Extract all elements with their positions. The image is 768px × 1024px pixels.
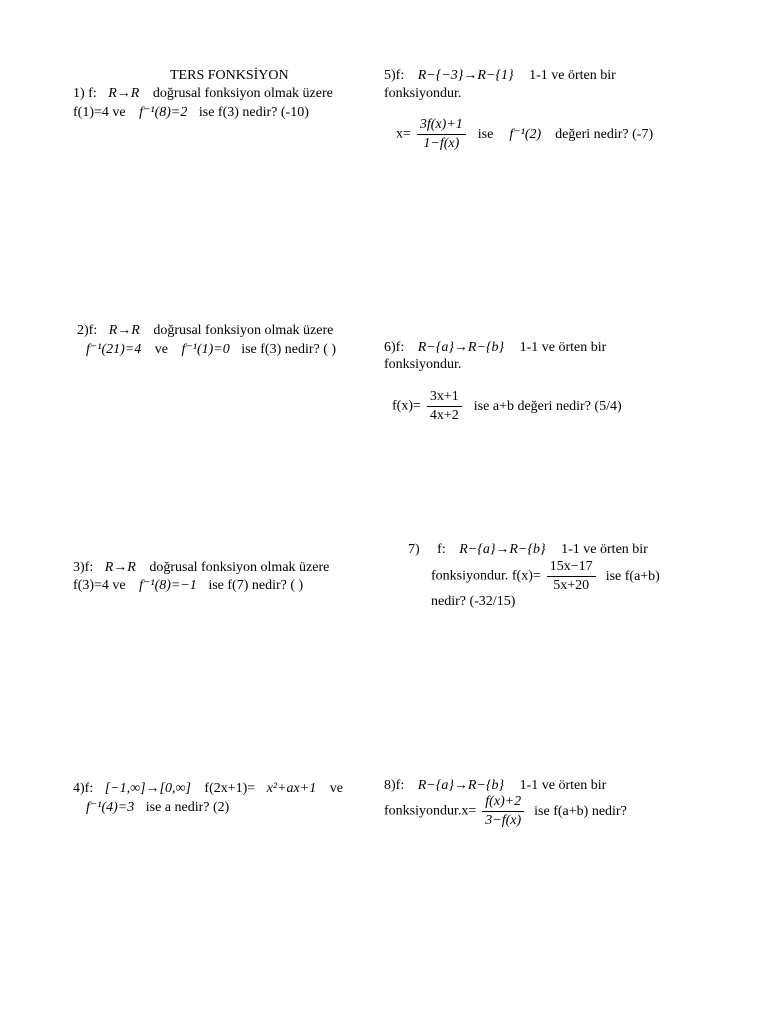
question-4-line-1 xyxy=(73,781,343,797)
q1-prefix: 1) f: xyxy=(73,86,97,101)
q4-given: f(2x+1)= xyxy=(204,781,256,796)
question-3-line-2 xyxy=(73,578,303,594)
q5-question: değeri nedir? (-7) xyxy=(555,126,654,142)
q2-desc: doğrusal fonksiyon olmak üzere xyxy=(153,323,334,338)
q7-question-2: nedir? (-32/15) xyxy=(431,594,516,609)
q5-denominator: 1−f(x) xyxy=(423,136,460,151)
question-8-formula xyxy=(384,794,627,829)
q5-desc-2: fonksiyondur. xyxy=(384,86,462,101)
q7-desc-1: 1-1 ve örten bir xyxy=(561,542,648,557)
q6-fraction xyxy=(427,389,462,424)
q8-desc-2: fonksiyondur.x= xyxy=(384,803,477,819)
q3-question: ise f(7) nedir? ( ) xyxy=(208,578,304,593)
q8-map: R−{a}→R−{b} xyxy=(417,778,505,793)
q5-mid: ise xyxy=(477,126,494,142)
q5-desc-1: 1-1 ve örten bir xyxy=(529,68,616,83)
q3-given: f(3)=4 ve xyxy=(73,578,126,593)
q5-fraction xyxy=(417,117,466,152)
q1-question: ise f(3) nedir? (-10) xyxy=(198,105,309,120)
question-1-line-2 xyxy=(73,105,309,121)
q1-desc: doğrusal fonksiyon olmak üzere xyxy=(152,86,333,101)
q6-numerator: 3x+1 xyxy=(427,389,462,407)
q6-desc-2: fonksiyondur. xyxy=(384,357,462,372)
q8-denominator: 3−f(x) xyxy=(485,813,522,828)
q4-ve: ve xyxy=(329,781,343,796)
q3-inverse: f⁻¹(8)=−1 xyxy=(139,578,197,593)
q4-question: ise a nedir? (2) xyxy=(145,800,230,815)
question-1-line-1 xyxy=(73,86,333,102)
q8-question: ise f(a+b) nedir? xyxy=(534,803,627,819)
q2-prefix: 2)f: xyxy=(77,323,98,338)
q5-prefix: 5)f: xyxy=(384,68,405,83)
q2-question: ise f(3) nedir? ( ) xyxy=(241,342,337,357)
q7-prefix: f: xyxy=(437,542,446,557)
q8-desc-1: 1-1 ve örten bir xyxy=(519,778,607,793)
q8-fraction xyxy=(482,794,524,829)
q6-lhs: f(x)= xyxy=(392,398,421,414)
q6-prefix: 6)f: xyxy=(384,340,405,355)
q2-inverse-2: f⁻¹(1)=0 xyxy=(181,342,230,357)
q5-lhs: x= xyxy=(396,126,411,142)
q2-inverse-1: f⁻¹(21)=4 xyxy=(86,342,142,357)
q7-number: 7) xyxy=(408,542,420,557)
q1-inverse: f⁻¹(8)=2 xyxy=(139,105,188,120)
page-title: TERS FONKSİYON xyxy=(170,68,289,83)
q1-map: R→R xyxy=(108,86,140,101)
q4-prefix: 4)f: xyxy=(73,781,94,796)
question-2-line-2 xyxy=(86,342,336,358)
question-5-line-1 xyxy=(384,68,616,84)
q4-inverse: f⁻¹(4)=3 xyxy=(86,800,135,815)
q4-expression: x²+ax+1 xyxy=(266,781,317,796)
q8-numerator: f(x)+2 xyxy=(482,794,524,812)
q7-desc-2: fonksiyondur. f(x)= xyxy=(431,568,541,584)
q6-denominator: 4x+2 xyxy=(429,408,459,423)
q7-numerator: 15x−17 xyxy=(547,559,596,577)
question-7-formula xyxy=(431,559,660,594)
q5-map: R−{−3}→R−{1} xyxy=(417,68,514,83)
q3-prefix: 3)f: xyxy=(73,560,94,575)
q6-question: ise a+b değeri nedir? (5/4) xyxy=(473,398,622,414)
question-5-formula xyxy=(396,117,653,152)
question-3-line-1 xyxy=(73,560,329,576)
q7-map: R−{a}→R−{b} xyxy=(459,542,546,557)
question-2-line-1 xyxy=(77,323,333,339)
q7-question: ise f(a+b) xyxy=(605,568,660,584)
question-8-line-1 xyxy=(384,778,606,794)
q8-prefix: 8)f: xyxy=(384,778,405,793)
q3-map: R→R xyxy=(104,560,136,575)
question-6-line-1 xyxy=(384,340,606,356)
q6-map: R−{a}→R−{b} xyxy=(417,340,505,355)
q2-map: R→R xyxy=(108,323,140,338)
q1-given: f(1)=4 ve xyxy=(73,105,126,120)
q5-inverse: f⁻¹(2) xyxy=(509,126,542,142)
q5-numerator: 3f(x)+1 xyxy=(417,117,466,135)
q7-fraction xyxy=(547,559,596,594)
question-7-line-1 xyxy=(408,542,648,558)
q6-desc-1: 1-1 ve örten bir xyxy=(519,340,607,355)
question-4-line-2 xyxy=(86,800,229,816)
question-6-formula xyxy=(392,389,622,424)
q4-map: [−1,∞]→[0,∞] xyxy=(104,781,191,796)
q2-ve: ve xyxy=(154,342,168,357)
q3-desc: doğrusal fonksiyon olmak üzere xyxy=(149,560,330,575)
q7-denominator: 5x+20 xyxy=(553,578,590,593)
